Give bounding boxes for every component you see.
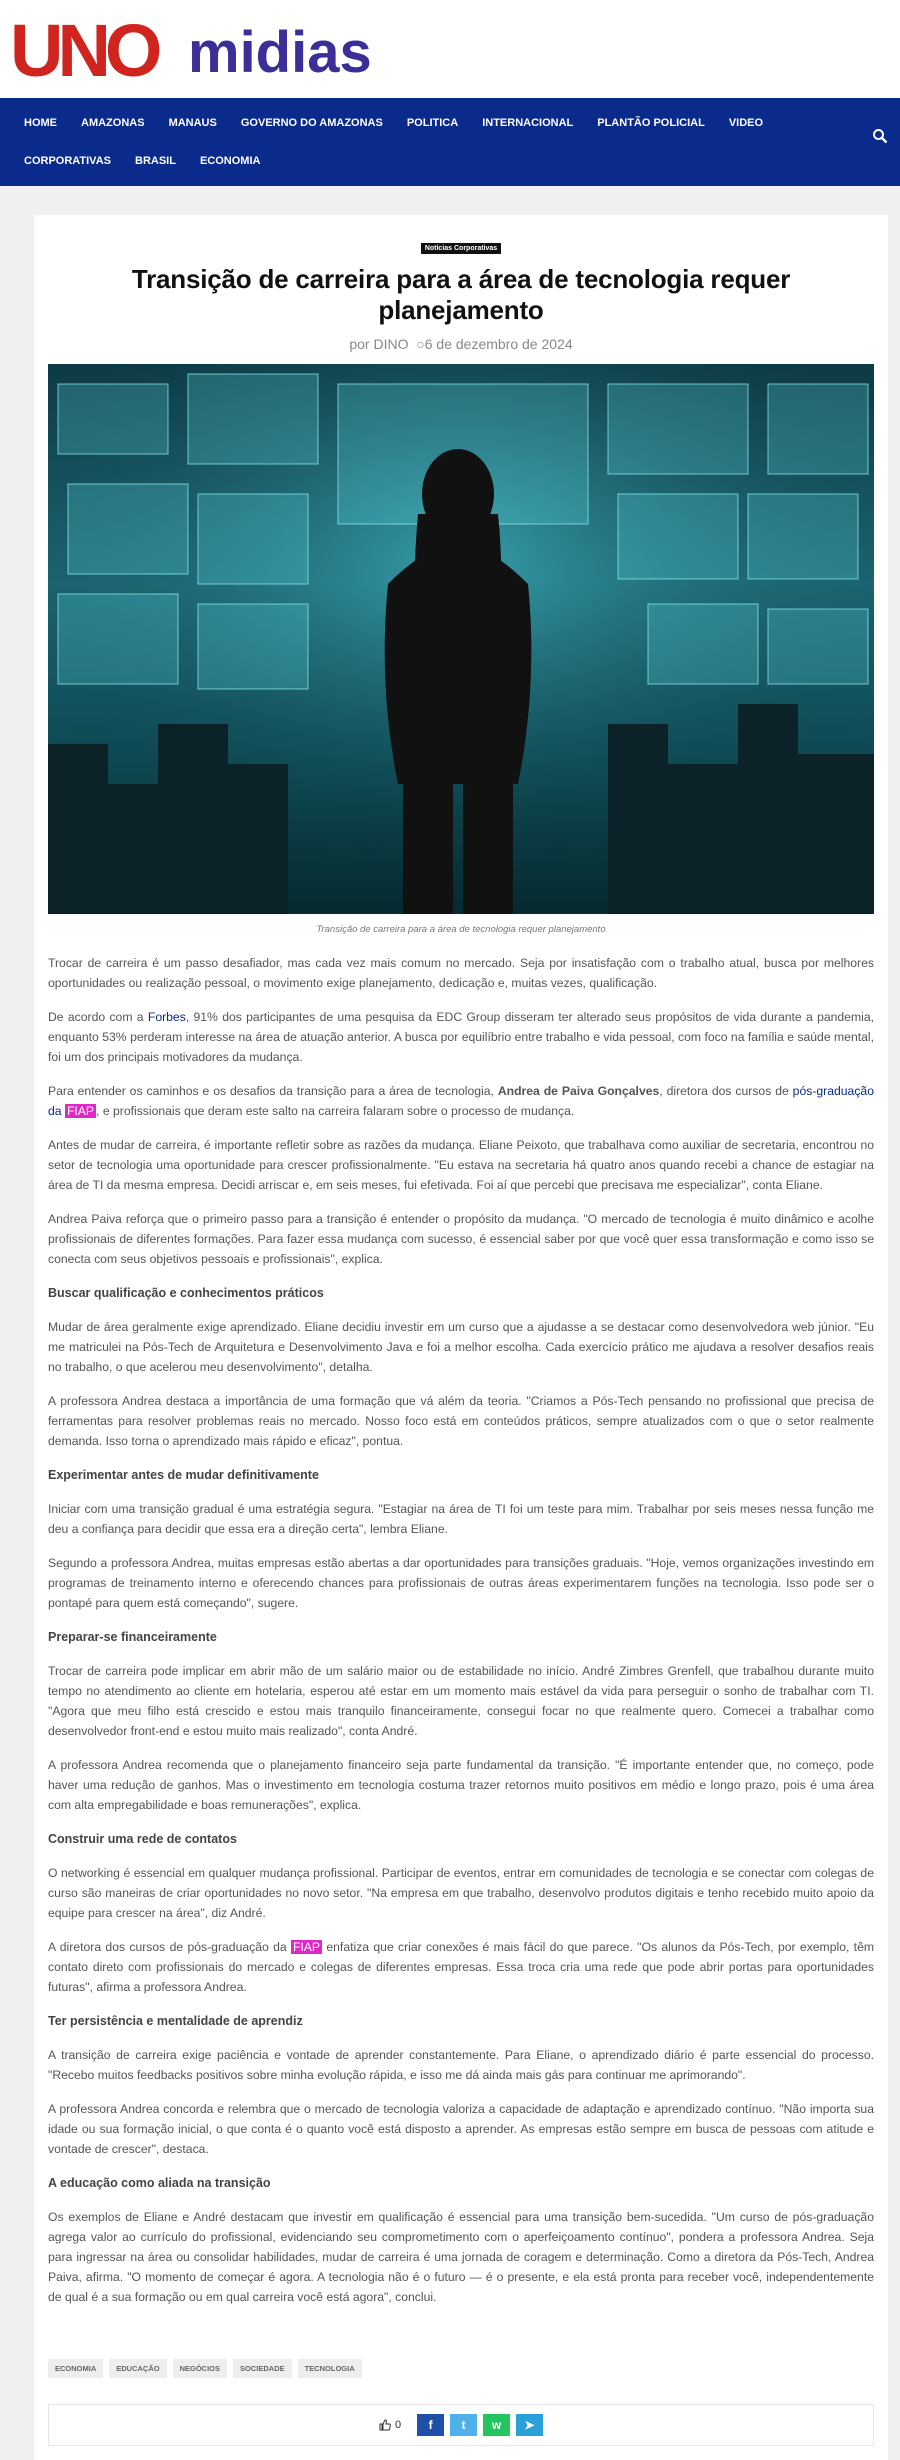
svg-text:midias: midias	[188, 20, 372, 85]
paragraph: A transição de carreira exige paciência e vontade de aprender constantemente. Para Eliane, o aprendizado diário é parte essencial do processo. "Recebo muitos feedbacks positivos sobre minha evolução rápida, e isso me dá ainda mais gás para continuar me aprimorando".	[48, 2048, 874, 2082]
paragraph: Os exemplos de Eliane e André destacam que investir em qualificação é essencial para uma transição bem-sucedida. "Um curso de pós-graduação agrega valor ao currículo do profissional, evidenciando seu comprometimento com o aperfeiçoamento contínuo", pondera a professora Andrea. Seja para ingressar na área ou consolidar habilidades, mudar de carreira é uma jornada de coragem e determinação. Como a diretora da Pós-Tech, Andrea Paiva, afirma. "O momento de começar é agora. A tecnologia não é o futuro — é o presente, e ela está pronta para receber você, independentemente de qual é a sua formação ou em qual carreira você está agora", conclui.	[48, 2210, 874, 2304]
main-nav	[0, 98, 900, 186]
like-button[interactable]	[379, 2419, 401, 2431]
paragraph: De acordo com a Forbes, 91% dos participantes de uma pesquisa da EDC Group disseram ter alterado seus propósitos de vida durante a pandemia, enquanto 53% perderam interesse na área de atuação anterior. A busca por equilíbrio entre trabalho e vida pessoal, com foco na família e saúde mental, foi um dos principais motivadores da mudança.	[48, 1010, 874, 1064]
nav-item-politica[interactable]: POLITICA	[406, 117, 459, 129]
nav-item-video[interactable]: VIDEO	[728, 117, 764, 129]
tag-list	[48, 2359, 874, 2378]
article-date: 6 de dezembro de 2024	[424, 336, 573, 352]
paragraph: Para entender os caminhos e os desafios da transição para a área de tecnologia, Andrea de Paiva Gonçalves, diretora dos cursos de pós-graduação da FIAP , e profissionais que deram este salto na carreira falaram sobre o processo de mudança.	[48, 1084, 874, 1118]
image-caption: Transição de carreira para a área de tecnologia requer planejamento	[316, 924, 606, 935]
paragraph: A professora Andrea destaca a importância de uma formação que vá além da teoria. "Criamos a Pós-Tech pensando no profissional que precisa de ferramentas para resolver problemas reais no mercado. Nosso foco está em conteúdos práticos, sempre atualizados com o que o setor realmente demanda. Isso torna o aprendizado mais rápido e eficaz", pontua.	[48, 1394, 874, 1448]
postgrad-link[interactable]: pós-graduação da FIAP	[48, 1084, 874, 1118]
whatsapp-share-button[interactable]: w	[483, 2414, 510, 2436]
nav-item-internacional[interactable]: INTERNACIONAL	[482, 117, 574, 129]
tag-economia[interactable]: ECONOMIA	[48, 2359, 103, 2378]
section-heading: A educação como aliada na transição	[48, 2176, 271, 2190]
by-label: por	[349, 336, 370, 352]
paragraph: Trocar de carreira pode implicar em abrir mão de um salário maior ou de estabilidade no início. André Zimbres Grenfell, que trabalhou durante muito tempo no atendimento ao cliente em hotelaria, esperou até estar em um momento mais estável da vida para perseguir o sonho de trabalhar com TI. "Agora que meu filho está crescido e estou mais tranquilo financeiramente, consegui focar no que realmente quero. Comecei a trabalhar como desenvolvedor front-end e estou muito mais realizado", conta André.	[48, 1664, 874, 1738]
fiap-highlight[interactable]: FIAP	[292, 1940, 321, 1954]
section-heading: Preparar-se financeiramente	[48, 1630, 217, 1644]
search-icon[interactable]	[872, 128, 888, 144]
article-meta	[48, 336, 874, 352]
category-badge[interactable]: Notícias Corporativas	[421, 243, 501, 254]
clock-icon: ○	[416, 336, 425, 352]
nav-item-plantão-policial[interactable]: PLANTÃO POLICIAL	[597, 117, 705, 129]
share-bar	[48, 2404, 874, 2446]
nav-item-governo-do-amazonas[interactable]: GOVERNO DO AMAZONAS	[240, 117, 383, 129]
paragraph: A professora Andrea concorda e relembra que o mercado de tecnologia valoriza a capacidade de adaptação e aprendizado contínuo. "Não importa sua idade ou sua formação inicial, o que conta é o quanto você está disposto a aprender. As empresas estão sempre em busca de pessoas com atitude e vontade de crescer", destaca.	[48, 2102, 874, 2156]
paragraph: Iniciar com uma transição gradual é uma estratégia segura. "Estagiar na área de TI foi um teste para mim. Trabalhar por seis meses nessa função me deu a confiança para decidir que essa era a direção certa", lembra Eliane.	[48, 1502, 874, 1536]
nav-item-amazonas[interactable]: AMAZONAS	[81, 117, 145, 129]
tag-educação[interactable]: EDUCAÇÃO	[109, 2359, 166, 2378]
article-body	[48, 953, 874, 2307]
paragraph: O networking é essencial em qualquer mudança profissional. Participar de eventos, entrar em comunidades de tecnologia e se conectar com colegas de curso são maneiras de criar oportunidades no novo setor. "Na empresa em que trabalho, desenvolvo produtos digitais e tenho recebido muito apoio da equipe para crescer na área", diz André.	[48, 1866, 874, 1920]
paragraph: A diretora dos cursos de pós-graduação da FIAP enfatiza que criar conexões é mais fácil do que parece. "Os alunos da Pós-Tech, por exemplo, têm contato direto com profissionais do mercado e colegas de diferentes empresas. Essa troca cria uma rede que pode abrir portas para oportunidades futuras", afirma a professora Andrea.	[48, 1940, 874, 1994]
nav-item-home[interactable]: HOME	[24, 117, 57, 129]
tag-negócios[interactable]: NEGÓCIOS	[173, 2359, 227, 2378]
paragraph: Segundo a professora Andrea, muitas empresas estão abertas a dar oportunidades para transições graduais. "Hoje, vemos organizações investindo em programas de treinamento interno e oferecendo chances para profissionais de outras áreas experimentarem funções na tecnologia. Isso pode ser o pontapé para quem está começando", sugere.	[48, 1556, 874, 1610]
site-header	[0, 0, 900, 98]
tag-sociedade[interactable]: SOCIEDADE	[233, 2359, 292, 2378]
hero-image	[48, 364, 874, 914]
paragraph: A professora Andrea recomenda que o planejamento financeiro seja parte fundamental da transição. "É importante entender que, no começo, pode haver uma redução de ganhos. Mas o investimento em tecnologia costuma trazer retornos muito positivos em médio e longo prazo, pois é uma área com alta empregabilidade e boas remunerações", explica.	[48, 1758, 874, 1812]
article-card	[34, 215, 888, 2460]
forbes-link[interactable]: Forbes	[147, 1010, 186, 1024]
paragraph: Mudar de área geralmente exige aprendizado. Eliane decidiu investir em um curso que a ajudasse a se destacar como desenvolvedora web júnior. "Eu me matriculei na Pós-Tech de Arquitetura e Desenvolvimento Java e foi a melhor escolha. Cada exercício prático me ajudava a resolver desafios reais no trabalho, o que acelerou meu desenvolvimento", detalha.	[48, 1320, 874, 1374]
facebook-share-button[interactable]: f	[417, 2414, 444, 2436]
section-heading: Experimentar antes de mudar definitivamente	[48, 1468, 319, 1482]
thumbs-up-icon	[379, 2419, 391, 2431]
svg-text:UNO: UNO	[10, 10, 157, 88]
nav-item-manaus[interactable]: MANAUS	[168, 117, 217, 129]
paragraph: Andrea Paiva reforça que o primeiro passo para a transição é entender o propósito da mudança. "O mercado de tecnologia é muito dinâmico e acolhe profissionais de diferentes formações. Para fazer essa mudança com sucesso, é essencial saber por que você quer essa transformação e como isso se conecta com seus objetivos pessoais e profissionais", explica.	[48, 1212, 874, 1266]
telegram-share-button[interactable]: ➤	[516, 2414, 543, 2436]
site-logo[interactable]	[10, 10, 380, 88]
twitter-share-button[interactable]: t	[450, 2414, 477, 2436]
article-title: Transição de carreira para a área de tecnologia requer planejamento	[131, 264, 791, 325]
section-heading: Ter persistência e mentalidade de aprendiz	[48, 2014, 303, 2028]
section-heading: Construir uma rede de contatos	[48, 1832, 237, 1846]
section-heading: Buscar qualificação e conhecimentos práticos	[48, 1286, 324, 1300]
fiap-highlight: FIAP	[66, 1104, 95, 1118]
nav-item-corporativas[interactable]: CORPORATIVAS	[24, 155, 111, 167]
author-link[interactable]: DINO	[373, 336, 409, 352]
like-count: 0	[394, 2419, 402, 2431]
nav-item-economia[interactable]: ECONOMIA	[199, 155, 261, 167]
paragraph: Trocar de carreira é um passo desafiador, mas cada vez mais comum no mercado. Seja por insatisfação com o trabalho atual, busca por melhores oportunidades ou realização pessoal, o movimento exige planejamento, dedicação e, muitas vezes, qualificação.	[48, 956, 874, 990]
nav-item-brasil[interactable]: BRASIL	[135, 155, 176, 167]
paragraph: Antes de mudar de carreira, é importante refletir sobre as razões da mudança. Eliane Peixoto, que trabalhava como auxiliar de secretaria, encontrou no setor de tecnologia uma oportunidade para crescer profissionalmente. "Eu estava na secretaria há quatro anos quando recebi a chance de estagiar na área de TI da mesma empresa. Decidi arriscar e, em seis meses, fui efetivada. Foi aí que percebi que precisava me especializar", conta Eliane.	[48, 1138, 874, 1192]
tag-tecnologia[interactable]: TECNOLOGIA	[298, 2359, 362, 2378]
